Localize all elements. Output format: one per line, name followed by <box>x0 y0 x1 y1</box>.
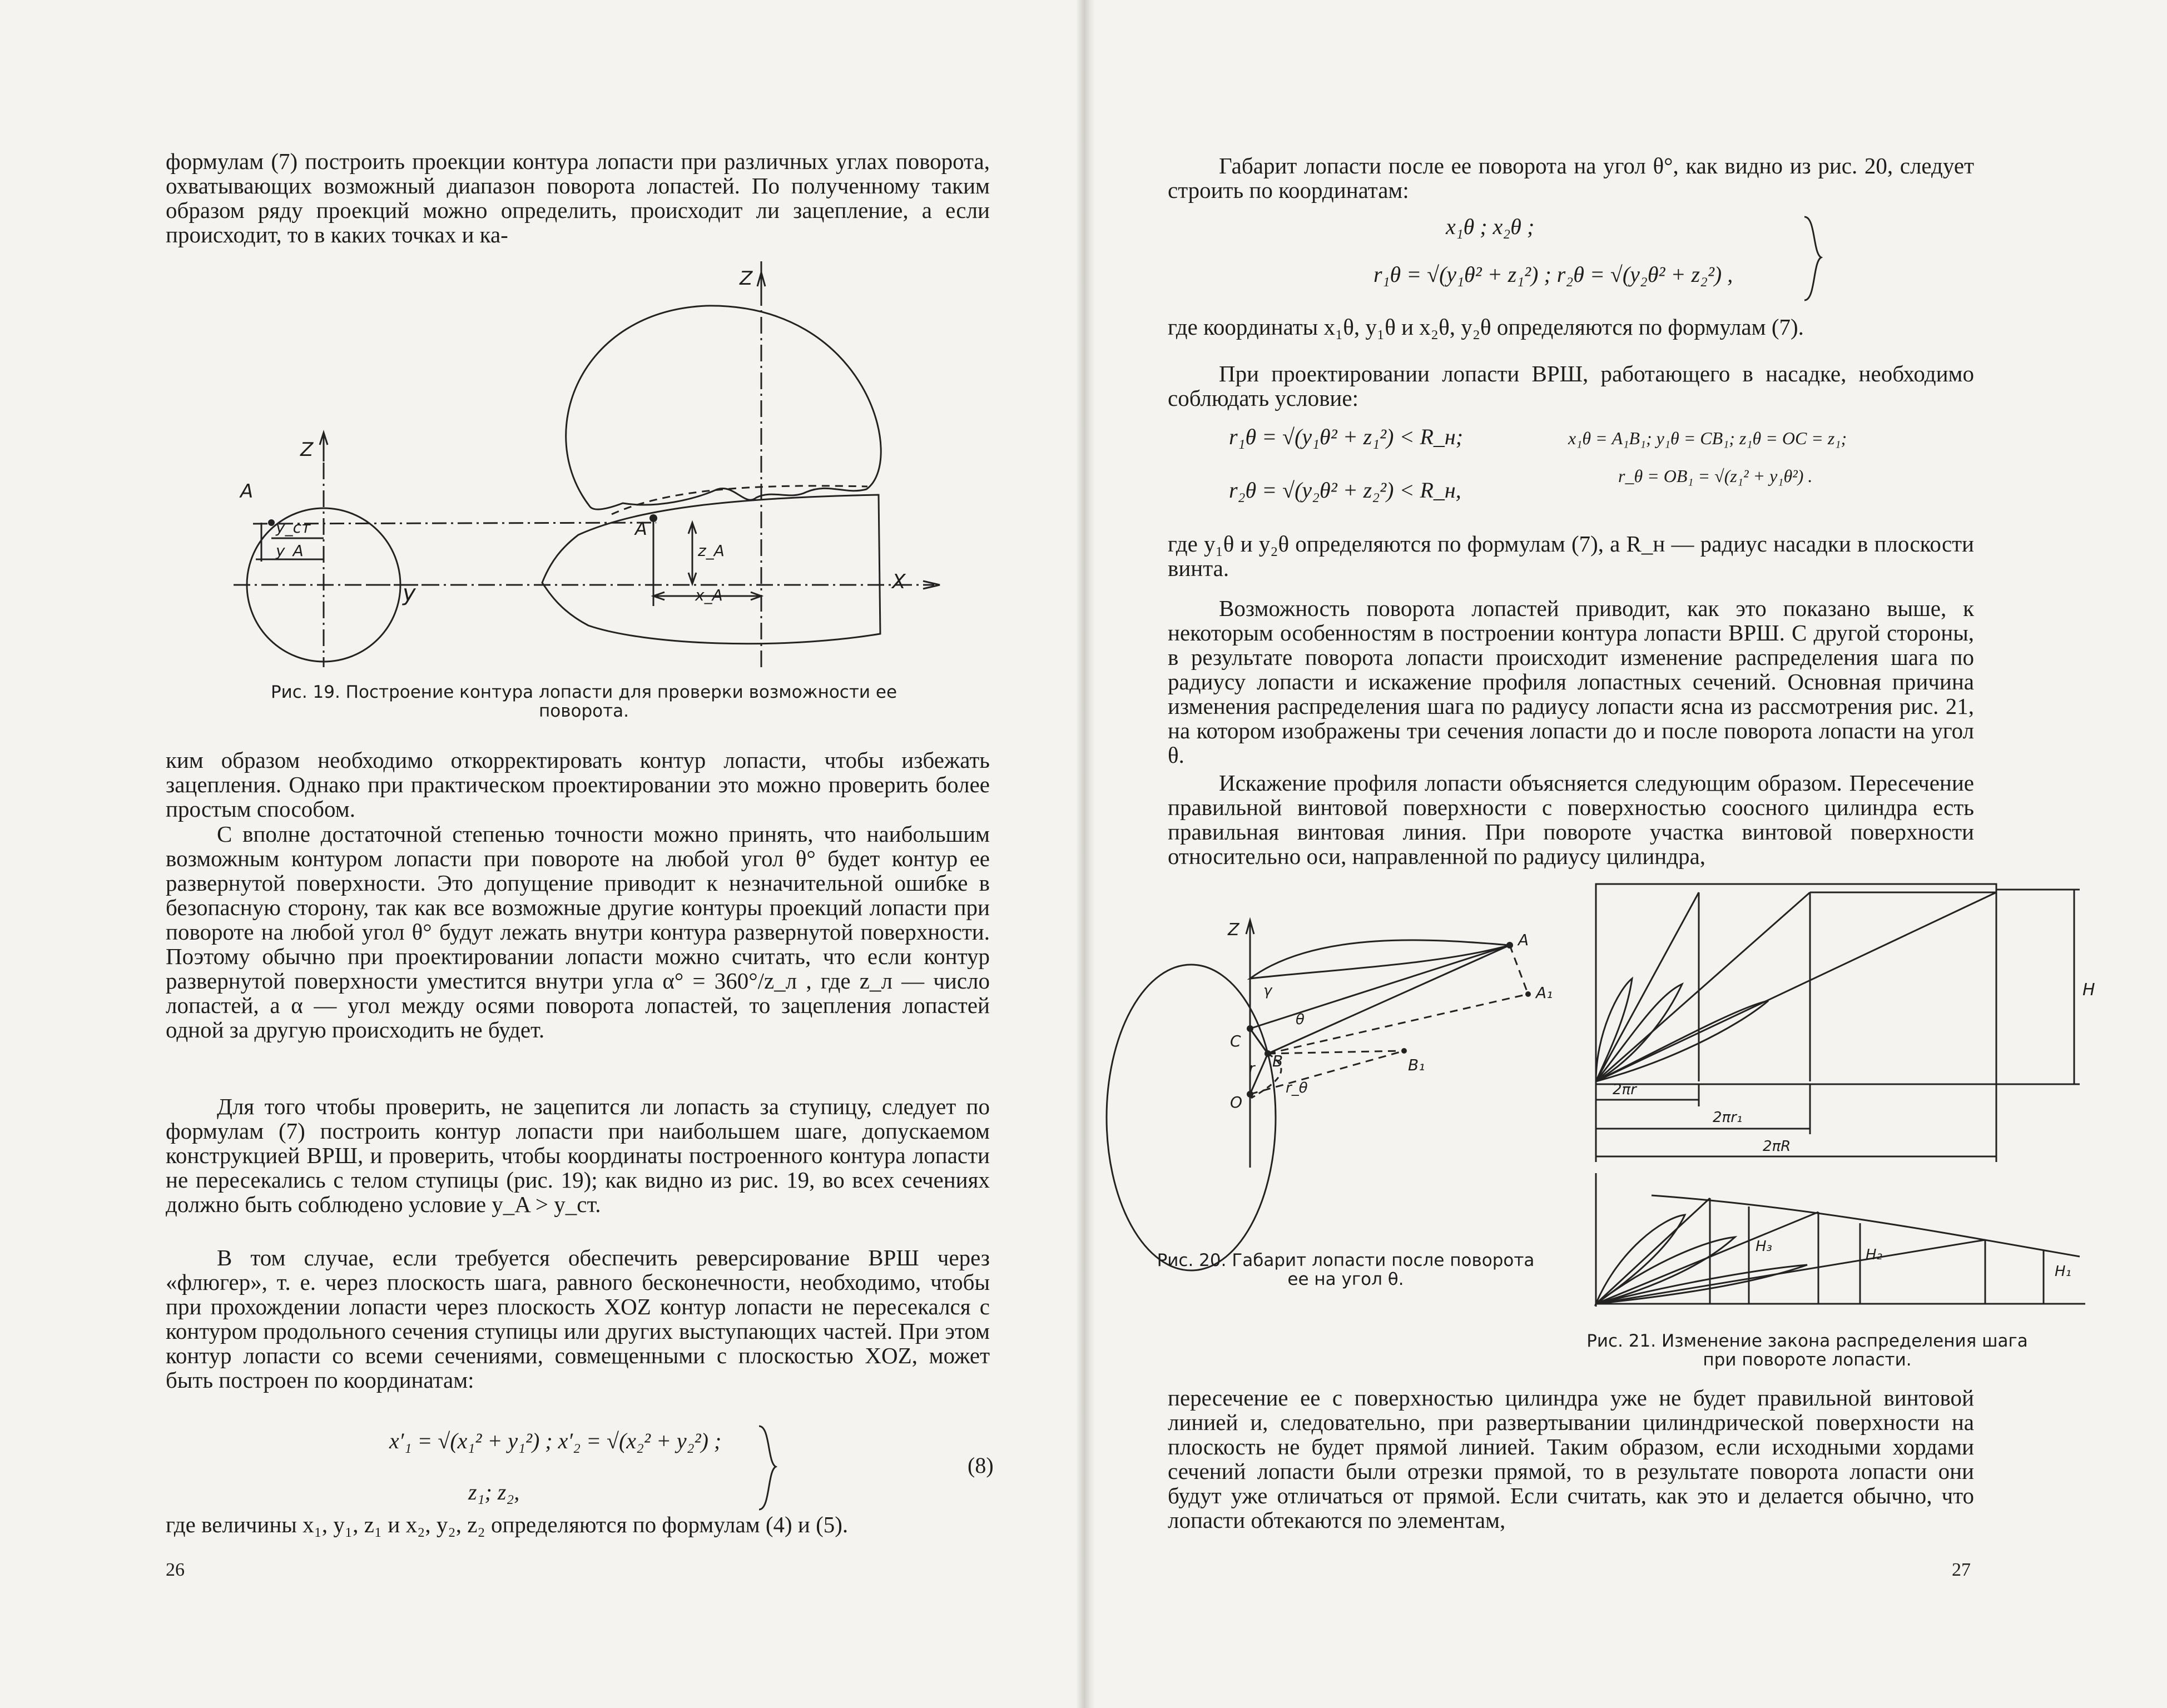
blade-outline <box>566 306 881 509</box>
paragraph: формулам (7) построить проекции контура лопасти при различных углах поворота, охватывающих возможный диапазон поворота лопастей. По полученному таким образом ряду проекций можно определить, происходит ли зацепление, а если происходит, то в каких точках и ка- <box>166 148 990 247</box>
fig20-label-a1: A₁ <box>1536 984 1553 1002</box>
paragraph: В том случае, если требуется обеспечить реверсирование ВРШ через «флюгер», т. е. через плоскость шага, равного бесконечности, необходимо, чтобы при прохождении лопасти через плоскость XOZ контур лопасти не пересекался с контуром продольного сечения ступицы или других выступающих частей. При этом контур лопасти со всеми сечениями, совмещенными с плоскостью XOZ, может быть построен по координатам: <box>166 1245 990 1393</box>
fig21-label-2pir1: 2πr₁ <box>1713 1109 1743 1126</box>
paragraph: С вполне достаточной степенью точности можно принять, что наибольшим возможным контуром лопасти при повороте на любой угол θ° будет контур ее развернутой поверхности. Это допущение приводит к незначительной ошибке в безопасную сторону, так как все возможные другие контуры проекций лопасти при повороте на любой угол θ° будут лежать внутри контура развернутой поверхности. Поэтому обычно при проектировании лопасти можно считать, что если контур развернутой поверхности уместится внутри угла α° = 360°/z_л , где z_л — число лопастей, а α — угол между осями поворота лопастей, то зацепления лопастей одной за другую происходить не будет. <box>166 821 990 1042</box>
fig20-label-a: A <box>1518 931 1529 949</box>
paragraph: где y₁θ и y₂θ определяются по формулам (7), а R_н — радиус насадки в плоскости винта. <box>1168 531 1974 581</box>
hub-body <box>542 495 880 644</box>
figure-21 <box>1084 0 2167 1334</box>
page-number: 27 <box>1952 1560 1971 1580</box>
paragraph: Искажение профиля лопасти объясняется следующим образом. Пересечение правильной винтовой поверхности с поверхностью соосного цилиндра есть правильная винтовая линия. При повороте участка винтовой поверхности относительно оси, направленной по радиусу цилиндра, <box>1168 770 1974 869</box>
fig20-label-r: r <box>1249 1060 1255 1077</box>
right-page <box>1084 0 2167 1708</box>
equation-8-brace <box>756 1423 778 1512</box>
fig19-label-a-left: A <box>240 480 254 503</box>
equation-2-line1: r₁θ = √(y₁θ² + z₁²) < R_н; <box>1229 424 1464 449</box>
paragraph: где координаты x₁θ, y₁θ и x₂θ, y₂θ определяются по формулам (7). <box>1168 314 1804 340</box>
paragraph: где величины x₁, y₁, z₁ и x₂, y₂, z₂ определяются по формулам (4) и (5). <box>166 1512 849 1537</box>
equation-2-note1: x₁θ = A₁B₁; y₁θ = CB₁; z₁θ = OC = z₁; <box>1568 428 1847 448</box>
fig21-blade-2 <box>1596 984 1682 1081</box>
paragraph: Возможность поворота лопастей приводит, как это показано выше, к некоторым особенностям в построении контура лопасти ВРШ. С другой стороны, в результате поворота лопасти происходит изменение распределения шага по радиусу лопасти и искажение профиля лопастных сечений. Основная причина изменения распределения шага по радиусу лопасти ясна из рассмотрения рис. 21, на котором изображены три сечения лопасти до и после поворота лопасти на угол θ. <box>1168 595 1974 768</box>
equation-8-line2: z₁; z₂, <box>468 1479 520 1505</box>
fig20-label-b1: B₁ <box>1408 1056 1425 1074</box>
fig20-label-rtheta: r_θ <box>1286 1080 1308 1096</box>
fig21-label-h2: H₂ <box>1866 1247 1882 1263</box>
equation-2-note2: r_θ = OB₁ = √(z₁² + y₁θ²) . <box>1618 466 1813 486</box>
fig21-label-2pir: 2πr <box>1613 1081 1637 1098</box>
fig20-label-z: Z <box>1228 920 1239 940</box>
fig20-label-o: O <box>1230 1093 1243 1111</box>
figure-21-caption: Рис. 21. Изменение закона распределения шага при повороте лопасти. <box>1586 1331 2028 1370</box>
equation-1-line1: x₁θ ; x₂θ ; <box>1446 214 1535 239</box>
fig21-label-h: H <box>2082 980 2095 1000</box>
paragraph: При проектировании лопасти ВРШ, работающего в насадке, необходимо соблюдать условие: <box>1168 361 1974 411</box>
fig19-label-ya: y_A <box>276 542 304 560</box>
fig21-label-h3: H₃ <box>1756 1238 1772 1255</box>
page-number: 26 <box>166 1560 185 1580</box>
equation-1-line2: r₁θ = √(y₁θ² + z₁²) ; r₂θ = √(y₂θ² + z₂²) , <box>1373 262 1733 287</box>
fig19-label-a-right: A <box>635 518 647 539</box>
fig19-label-z-top: Z <box>740 267 753 290</box>
fig21-upper-frame <box>1596 884 1996 1084</box>
equation-8-line1: x′₁ = √(x₁² + y₁²) ; x′₂ = √(x₂² + y₂²) ; <box>389 1428 722 1453</box>
fig19-label-yst: y_ст <box>276 518 311 537</box>
fig21-label-2piR: 2πR <box>1763 1138 1791 1155</box>
fig19-label-x: X <box>892 570 906 593</box>
fig19-label-y: y <box>403 580 416 606</box>
equation-2-line2: r₂θ = √(y₂θ² + z₂²) < R_н, <box>1229 478 1461 503</box>
fig20-label-c: C <box>1230 1032 1241 1050</box>
paragraph: Для того чтобы проверить, не зацепится ли лопасть за ступицу, следует по формулам (7) построить контур лопасти при наибольшем шаге, допускаемом конструкцией ВРШ, и проверить, чтобы координаты построенного контура лопасти не пересекались с телом ступицы (рис. 19); как видно из рис. 19, во всех сечениях должно быть соблюдено условие y_A > y_ст. <box>166 1094 990 1217</box>
figure-19-caption: Рис. 19. Построение контура лопасти для проверки возможности ее поворота. <box>270 682 897 721</box>
fig19-label-za: z_A <box>698 542 725 560</box>
paragraph: ким образом необходимо откорректировать контур лопасти, чтобы избежать зацепления. Однако при практическом проектировании это можно проверить более простым способом. <box>166 747 990 822</box>
figure-19 <box>0 0 1084 712</box>
fig19-label-z-left: Z <box>300 439 314 461</box>
fig20-label-theta: θ <box>1296 1011 1305 1028</box>
equation-8-number: (8) <box>968 1453 994 1478</box>
fig20-label-gamma: γ <box>1263 982 1272 999</box>
paragraph: Габарит лопасти после ее поворота на угол θ°, как видно из рис. 20, следует строить по координатам: <box>1168 153 1974 203</box>
fig19-label-xa: x_A <box>695 586 723 604</box>
figure-20-caption: Рис. 20. Габарит лопасти после поворота ее на угол θ. <box>1157 1250 1535 1289</box>
paragraph: пересечение ее с поверхностью цилиндра уже не будет правильной винтовой линией и, следовательно, при развертывании цилиндрической поверхности на плоскость не будет прямой линией. Таким образом, если исходными хордами сечений лопасти были отрезки прямой, то в результате поворота лопасти они будут уже отличаться от прямой. Если считать, как это и делается обычно, что лопасти обтекаются по элементам, <box>1168 1385 1974 1533</box>
fig21-label-h1: H₁ <box>2055 1263 2071 1280</box>
fig20-label-b: B <box>1272 1052 1283 1070</box>
